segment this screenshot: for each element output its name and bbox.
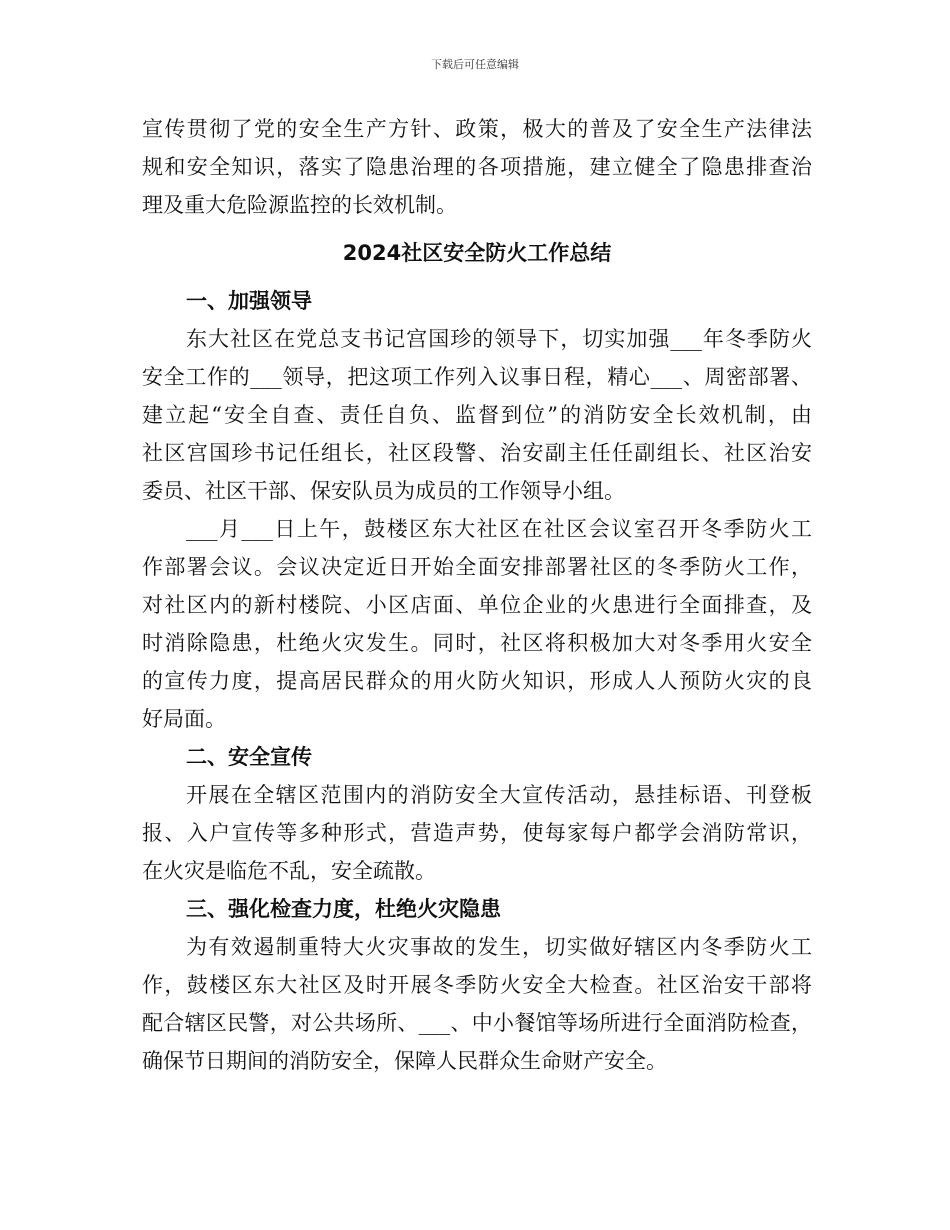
text-line: 作部署会议。会议决定近日开始全面安排部署社区的冬季防火工作，	[142, 555, 812, 579]
text-line: 委员、社区干部、保安队员为成员的工作领导小组。	[142, 479, 625, 503]
header-note: 下载后可任意编辑	[431, 58, 519, 71]
text-line: 对社区内的新村楼院、小区店面、单位企业的火患进行全面排查，及	[142, 593, 812, 617]
text-line: 时消除隐患，杜绝火灾发生。同时，社区将积极加大对冬季用火安全	[142, 631, 812, 655]
document-title: 2024社区安全防火工作总结	[342, 241, 612, 265]
text-line: 的宣传力度，提高居民群众的用火防火知识，形成人人预防火灾的良	[142, 669, 812, 693]
text-line: 宣传贯彻了党的安全生产方针、政策，极大的普及了安全生产法律法	[142, 117, 812, 141]
document-body	[142, 110, 812, 1080]
text-line: 在火灾是临危不乱，安全疏散。	[142, 859, 436, 883]
paragraph	[142, 320, 812, 510]
text-line: ___月___日上午，鼓楼区东大社区在社区会议室召开冬季防火工	[186, 517, 812, 541]
intro-paragraph	[142, 110, 812, 224]
text-line: 社区宫国珍书记任组长，社区段警、治安副主任任副组长、社区治安	[142, 441, 812, 465]
section-heading: 三、强化检查力度，杜绝火灾隐患	[186, 897, 501, 921]
paragraph	[142, 928, 812, 1080]
paragraph	[142, 776, 812, 890]
text-line: 配合辖区民警，对公共场所、___、中小餐馆等场所进行全面消防检查，	[142, 1011, 812, 1035]
text-line: 开展在全辖区范围内的消防安全大宣传活动，悬挂标语、刊登板	[186, 783, 812, 807]
section-heading: 二、安全宣传	[186, 745, 312, 769]
text-line: 为有效遏制重特大火灾事故的发生，切实做好辖区内冬季防火工	[186, 935, 812, 959]
text-line: 理及重大危险源监控的长效机制。	[142, 193, 457, 217]
text-line: 东大社区在党总支书记宫国珍的领导下，切实加强___年冬季防火	[186, 327, 812, 351]
text-line: 确保节日期间的消防安全，保障人民群众生命财产安全。	[142, 1049, 667, 1073]
text-line: 建立起“安全自查、责任自负、监督到位”的消防安全长效机制，由	[142, 403, 812, 427]
text-line: 规和安全知识，落实了隐患治理的各项措施，建立健全了隐患排查治	[142, 155, 812, 179]
text-line: 报、入户宣传等多种形式，营造声势，使每家每户都学会消防常识，	[142, 821, 812, 845]
text-line: 安全工作的___领导，把这项工作列入议事日程，精心___、周密部署、	[142, 365, 812, 389]
paragraph	[142, 510, 812, 738]
section-heading: 一、加强领导	[186, 289, 312, 313]
text-line: 作，鼓楼区东大社区及时开展冬季防火安全大检查。社区治安干部将	[142, 973, 812, 997]
text-line: 好局面。	[142, 707, 226, 731]
